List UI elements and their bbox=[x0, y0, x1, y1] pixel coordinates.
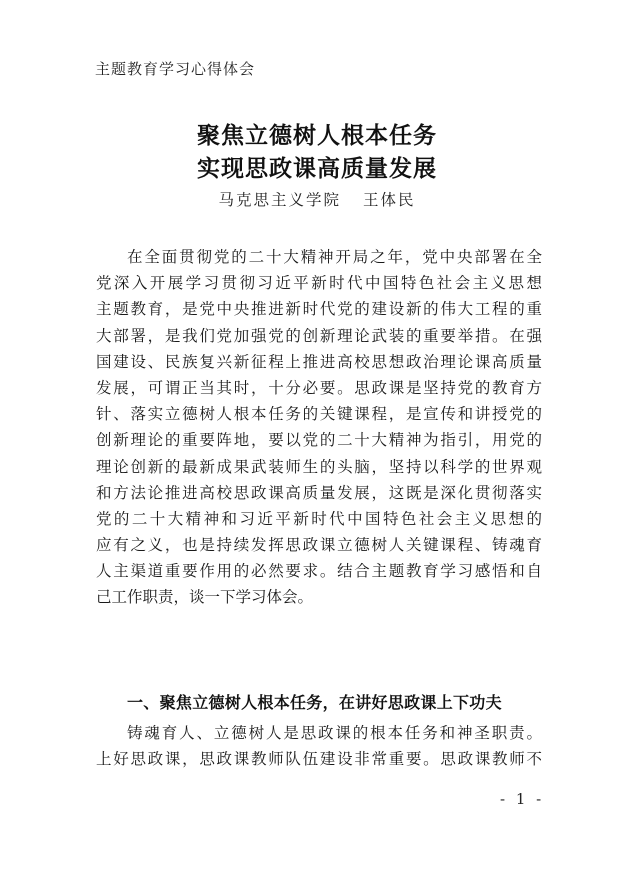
paragraph-2 bbox=[96, 720, 542, 772]
paragraph-line: 针、落实立德树人根本任务的关键课程，是宣传和讲授党的 bbox=[96, 405, 542, 424]
author-organization: 马克思主义学院 bbox=[218, 191, 341, 209]
paragraph-line: 和方法论推进高校思政课高质量发展，这既是深化贯彻落实 bbox=[96, 483, 542, 502]
paragraph-line: 主题教育，是党中央推进新时代党的建设新的伟大工程的重 bbox=[96, 300, 542, 319]
paragraph-1 bbox=[96, 244, 542, 611]
author-line bbox=[0, 188, 634, 210]
title-line-2: 实现思政课高质量发展 bbox=[197, 155, 437, 182]
page-number: - 1 - bbox=[500, 790, 545, 808]
paragraph-line: 党的二十大精神和习近平新时代中国特色社会主义思想的 bbox=[96, 509, 542, 528]
paragraph-line: 国建设、民族复兴新征程上推进高校思想政治理论课高质量 bbox=[96, 352, 542, 371]
paragraph-line: 发展，可谓正当其时，十分必要。思政课是坚持党的教育方 bbox=[96, 378, 542, 397]
paragraph-line: 铸魂育人、立德树人是思政课的根本任务和神圣职责。 bbox=[127, 724, 542, 742]
section-heading-1: 一、聚焦立德树人根本任务，在讲好思政课上下功夫 bbox=[127, 693, 502, 712]
title-line-1: 聚焦立德树人根本任务 bbox=[197, 122, 437, 149]
paragraph-line: 在全面贯彻党的二十大精神开局之年，党中央部署在全 bbox=[127, 248, 542, 266]
paragraph-line: 创新理论的重要阵地，要以党的二十大精神为指引，用党的 bbox=[96, 431, 542, 450]
author-name: 王体民 bbox=[363, 191, 416, 209]
document-header: 主题教育学习心得体会 bbox=[95, 60, 256, 78]
paragraph-line: 应有之义，也是持续发挥思政课立德树人关键课程、铸魂育 bbox=[96, 536, 542, 555]
paragraph-line: 理论创新的最新成果武装师生的头脑，坚持以科学的世界观 bbox=[96, 457, 542, 476]
paragraph-line: 党深入开展学习贯彻习近平新时代中国特色社会主义思想 bbox=[96, 274, 542, 293]
paragraph-line: 人主渠道重要作用的必然要求。结合主题教育学习感悟和自 bbox=[96, 562, 542, 581]
paragraph-line: 上好思政课，思政课教师队伍建设非常重要。思政课教师不 bbox=[96, 750, 542, 769]
paragraph-line: 己工作职责，谈一下学习体会。 bbox=[96, 588, 314, 607]
paragraph-line: 大部署，是我们党加强党的创新理论武装的重要举措。在强 bbox=[96, 326, 542, 345]
